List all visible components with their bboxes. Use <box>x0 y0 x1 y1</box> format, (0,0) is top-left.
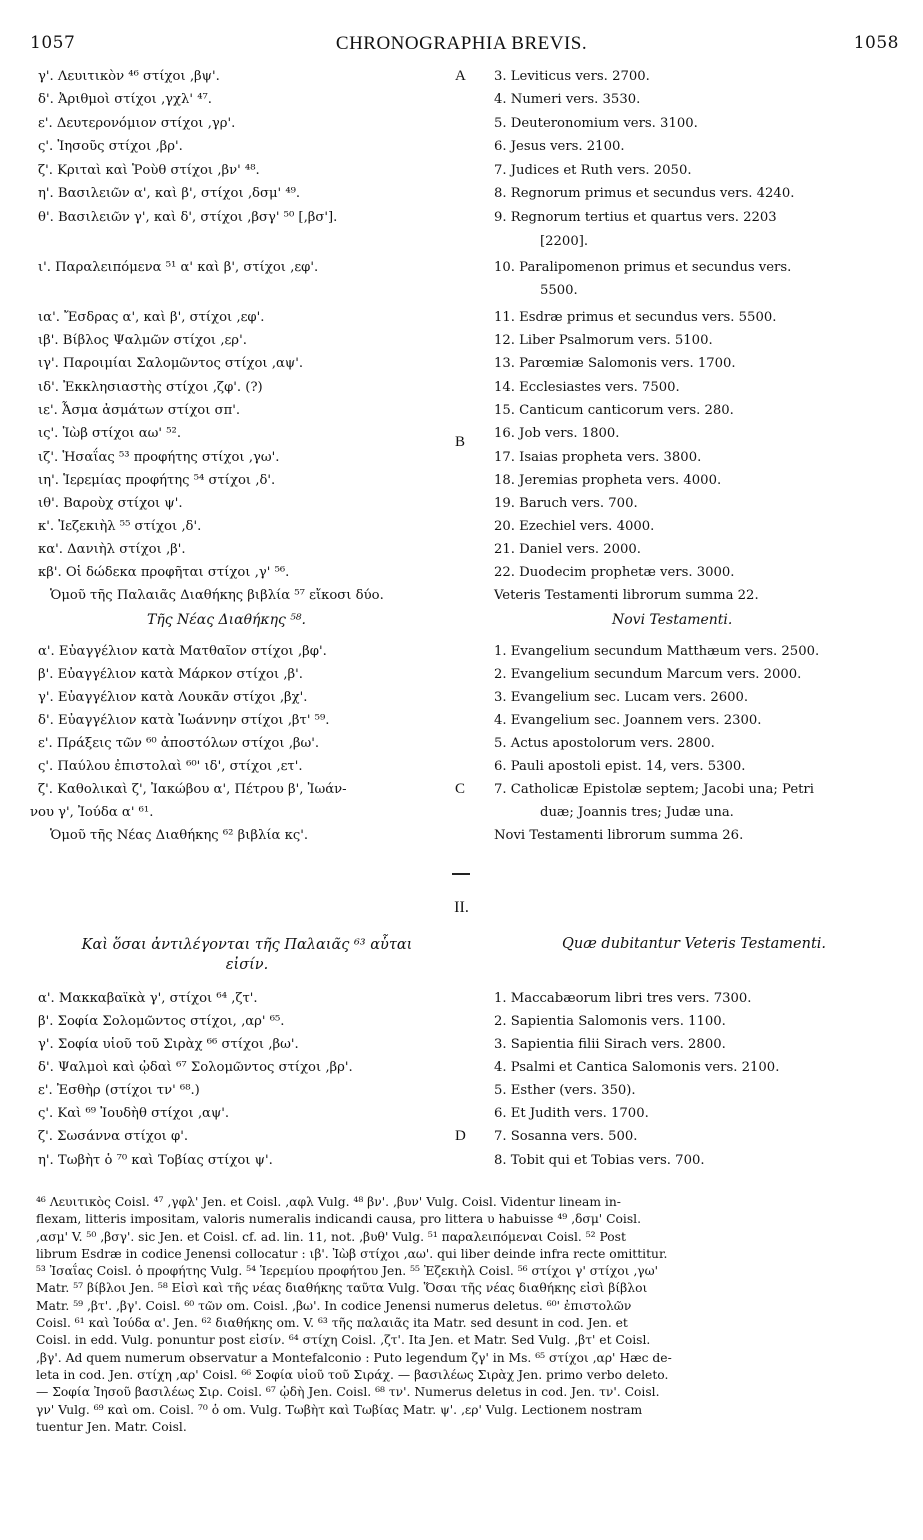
ot-greek-line: η'. Βασιλειῶν α', καὶ β', στίχοι ‚δσμ' ⁴⁹. <box>38 186 301 201</box>
footnote-line: Coisl. ⁶¹ καὶ Ἰούδα α'. Jen. ⁶² διαθήκης om. V. ⁶³ τῆς παλαιᾶς ita Matr. sed desunt in cod. Jen. et <box>36 1316 628 1331</box>
running-title: CHRONOGRAPHIA BREVIS. <box>335 33 588 54</box>
ot-greek-line: κ'. Ἰεζεκιὴλ ⁵⁵ στίχοι ‚δ'. <box>38 519 202 534</box>
ot-greek-line: κβ'. Οἱ δώδεκα προφῆται στίχοι ‚γ' ⁵⁶. <box>38 565 290 580</box>
ot-latin-summary: Veteris Testamenti librorum summa 22. <box>494 588 759 603</box>
ot-latin-line: 5500. <box>540 283 578 298</box>
footnote-line: librum Esdræ in codice Jenensi collocatur : ιβ'. Ἰὼβ στίχοι ‚αω'. qui liber deinde infra recte omittitur. <box>36 1246 668 1261</box>
nt-latin-line: 1. Evangelium secundum Matthæum vers. 2500. <box>494 644 820 659</box>
footnote-line: — Σοφία Ἰησοῦ βασιλέως Σιρ. Coisl. ⁶⁷ ᾠδὴ Jen. Coisl. ⁶⁸ τν'. Numerus deletus in cod. Jen. τν'. Coisl. <box>36 1385 660 1400</box>
footnote-line: ‚βγ'. Ad quem numerum observatur a Montefalconio : Puto legendum ζγ' in Ms. ⁶⁵ στίχοι ‚αρ' Hæc de- <box>36 1350 672 1365</box>
ot-greek-line: ιη'. Ἱερεμίας προφήτης ⁵⁴ στίχοι ‚δ'. <box>38 473 276 488</box>
footnote-line: Coisl. in edd. Vulg. ponuntur post εἰσίν. ⁶⁴ στίχη Coisl. ‚ζτ'. Ita Jen. et Matr. Sed Vulg. ‚βτ' et Coisl. <box>36 1333 651 1348</box>
ot-latin-line: 4. Numeri vers. 3530. <box>494 92 641 107</box>
ot-latin-line: 7. Judices et Ruth vers. 2050. <box>494 163 692 178</box>
ot-greek-line: ς'. Ἰησοῦς στίχοι ‚βρ'. <box>38 139 183 154</box>
ot-latin-line: 22. Duodecim prophetæ vers. 3000. <box>494 565 735 580</box>
ot-latin-line: 14. Ecclesiastes vers. 7500. <box>494 380 680 395</box>
ot-greek-line: κα'. Δανιὴλ στίχοι ‚β'. <box>38 542 186 557</box>
ot-latin-line: 18. Jeremias propheta vers. 4000. <box>494 473 722 488</box>
footnote-line: ⁴⁶ Λευιτικὸς Coisl. ⁴⁷ ‚γφλ' Jen. et Coisl. ‚αφλ Vulg. ⁴⁸ βν'. ‚βυν' Vulg. Coisl. Videntur lineam in- <box>36 1195 621 1209</box>
margin-mark-b: B <box>455 434 466 450</box>
ot-greek-line: ις'. Ἰὼβ στίχοι αω' ⁵². <box>38 426 182 441</box>
nt-greek-line: δ'. Εὐαγγέλιον κατὰ Ἰωάννην στίχοι ‚βτ' ⁵⁹. <box>38 713 330 728</box>
section-number: II. <box>454 899 469 916</box>
apocrypha-greek-line: δ'. Ψαλμοὶ καὶ ᾠδαὶ ⁶⁷ Σολομῶντος στίχοι ‚βρ'. <box>38 1060 353 1075</box>
apocrypha-heading-latin: Quæ dubitantur Veteris Testamenti. <box>561 936 827 952</box>
apocrypha-greek-line: β'. Σοφία Σολομῶντος στίχοι, ‚αρ' ⁶⁵. <box>38 1014 285 1029</box>
footnote-line: tuentur Jen. Matr. Coisl. <box>36 1419 187 1434</box>
footnote-line: ⁵³ Ἰσαΐας Coisl. ὁ προφήτης Vulg. ⁵⁴ Ἱερεμίου προφήτου Jen. ⁵⁵ Ἐζεκιὴλ Coisl. ⁵⁶ στίχοι γ' στίχοι ‚γω' <box>36 1264 659 1279</box>
ot-greek-line: ια'. Ἔσδρας α', καὶ β', στίχοι ‚εφ'. <box>38 310 265 325</box>
nt-latin-line: 4. Evangelium sec. Joannem vers. 2300. <box>494 713 762 728</box>
apocrypha-greek-line: γ'. Σοφία υἱοῦ τοῦ Σιρὰχ ⁶⁶ στίχοι ‚βω'. <box>38 1037 299 1052</box>
ot-greek-line: ιδ'. Ἐκκλησιαστὴς στίχοι ‚ζφ'. (?) <box>38 380 263 395</box>
apocrypha-greek-line: ε'. Ἐσθὴρ (στίχοι τν' ⁶⁸.) <box>38 1083 200 1098</box>
footnote-line: Matr. ⁵⁷ βίβλοι Jen. ⁵⁸ Εἰσὶ καὶ τῆς νέας διαθήκης ταῦτα Vulg. Ὅσαι τῆς νέας διαθήκης εἰσὶ βίβλοι <box>36 1281 648 1296</box>
right-page-number: 1058 <box>853 33 899 53</box>
apocrypha-latin-line: 7. Sosanna vers. 500. <box>494 1129 638 1144</box>
ot-greek-line: ιε'. Ἆσμα ἀσμάτων στίχοι σπ'. <box>38 403 241 418</box>
apocrypha-heading-greek-line-1: Καὶ ὅσαι ἀντιλέγονται τῆς Παλαιᾶς ⁶³ αὗται <box>81 937 413 953</box>
ot-latin-line: 17. Isaias propheta vers. 3800. <box>494 450 702 465</box>
apocrypha-latin-line: 1. Maccabæorum libri tres vers. 7300. <box>494 991 752 1006</box>
ot-latin-line: [2200]. <box>540 234 589 249</box>
nt-greek-line: β'. Εὐαγγέλιον κατὰ Μάρκον στίχοι ‚β'. <box>38 667 303 682</box>
apocrypha-latin-line: 2. Sapientia Salomonis vers. 1100. <box>494 1014 726 1029</box>
nt-greek-line: α'. Εὐαγγέλιον κατὰ Ματθαῖον στίχοι ‚βφ'. <box>38 644 327 659</box>
nt-greek-line: νου γ', Ἰούδα α' ⁶¹. <box>30 805 154 820</box>
ot-greek-line: ιζ'. Ἡσαΐας ⁵³ προφήτης στίχοι ‚γω'. <box>38 450 280 465</box>
ot-latin-line: 21. Daniel vers. 2000. <box>494 542 641 557</box>
nt-greek-line: ζ'. Καθολικαὶ ζ', Ἰακώβου α', Πέτρου β', Ἰωάν- <box>38 782 347 797</box>
ot-greek-line: ιγ'. Παροιμίαι Σαλομῶντος στίχοι ‚αψ'. <box>38 356 304 371</box>
ot-greek-line: γ'. Λευιτικὸν ⁴⁶ στίχοι ‚βψ'. <box>38 69 220 84</box>
apocrypha-latin-line: 4. Psalmi et Cantica Salomonis vers. 2100. <box>494 1060 780 1075</box>
nt-latin-line: duæ; Joannis tres; Judæ una. <box>540 805 734 820</box>
nt-latin-line: 2. Evangelium secundum Marcum vers. 2000. <box>494 667 802 682</box>
nt-heading-latin: Novi Testamenti. <box>612 612 733 628</box>
ot-greek-line: ε'. Δευτερονόμιον στίχοι ‚γρ'. <box>38 116 236 131</box>
apocrypha-greek-line: α'. Μακκαβαϊκὰ γ', στίχοι ⁶⁴ ‚ζτ'. <box>38 991 258 1006</box>
footnote-line: ‚ασμ' V. ⁵⁰ ‚βσγ'. sic Jen. et Coisl. cf. ad. lin. 11, not. ‚βυθ' Vulg. ⁵¹ παραλειπόμεναι Coisl. ⁵² Post <box>36 1229 626 1244</box>
nt-greek-line: γ'. Εὐαγγέλιον κατὰ Λουκᾶν στίχοι ‚βχ'. <box>38 690 308 705</box>
ot-latin-line: 13. Parœmiæ Salomonis vers. 1700. <box>494 356 736 371</box>
apocrypha-latin-line: 6. Et Judith vers. 1700. <box>494 1106 649 1121</box>
footnote-line: flexam, litteris impositam, valoris numeralis indicandi causa, pro littera υ habuisse ⁴⁹ ‚δσμ' Coisl. <box>36 1212 641 1227</box>
ot-latin-line: 16. Job vers. 1800. <box>494 426 620 441</box>
apocrypha-greek-line: ς'. Καὶ ⁶⁹ Ἰουδὴθ στίχοι ‚αψ'. <box>38 1106 230 1121</box>
nt-greek-line: ε'. Πράξεις τῶν ⁶⁰ ἀποστόλων στίχοι ‚βω'. <box>38 736 320 751</box>
ot-latin-line: 10. Paralipomenon primus et secundus vers. <box>494 260 792 275</box>
nt-latin-line: 7. Catholicæ Epistolæ septem; Jacobi una; Petri <box>494 782 814 797</box>
nt-latin-line: 6. Pauli apostoli epist. 14, vers. 5300. <box>494 759 746 774</box>
nt-latin-line: 3. Evangelium sec. Lucam vers. 2600. <box>494 690 749 705</box>
nt-latin-line: 5. Actus apostolorum vers. 2800. <box>494 736 715 751</box>
ot-greek-summary: Ὁμοῦ τῆς Παλαιᾶς Διαθήκης βιβλία ⁵⁷ εἴκοσι δύο. <box>50 588 384 603</box>
left-page-number: 1057 <box>30 33 76 53</box>
ot-latin-line: 11. Esdræ primus et secundus vers. 5500. <box>494 310 777 325</box>
footnote-line: leta in cod. Jen. στίχη ‚αρ' Coisl. ⁶⁶ Σοφία υἱοῦ τοῦ Σιράχ. — βασιλέως Σιρὰχ Jen. primo verbo deleto. <box>36 1367 669 1382</box>
ot-latin-line: 8. Regnorum primus et secundus vers. 4240. <box>494 186 795 201</box>
margin-mark-d: D <box>455 1128 466 1144</box>
ot-latin-line: 9. Regnorum tertius et quartus vers. 2203 <box>494 210 777 225</box>
ot-greek-line: ι'. Παραλειπόμενα ⁵¹ α' καὶ β', στίχοι ‚εφ'. <box>38 260 319 275</box>
ot-greek-line: ιθ'. Βαροὺχ στίχοι ψ'. <box>38 496 183 511</box>
nt-greek-line: ς'. Παύλου ἐπιστολαὶ ⁶⁰' ιδ', στίχοι ‚ετ'. <box>38 759 303 774</box>
ot-latin-line: 19. Baruch vers. 700. <box>494 496 638 511</box>
apocrypha-heading-greek <box>42 935 452 975</box>
section-divider <box>452 873 470 875</box>
nt-greek-summary: Ὁμοῦ τῆς Νέας Διαθήκης ⁶² βιβλία κς'. <box>50 828 309 843</box>
ot-latin-line: 20. Ezechiel vers. 4000. <box>494 519 655 534</box>
nt-latin-summary: Novi Testamenti librorum summa 26. <box>494 828 744 843</box>
ot-greek-line: θ'. Βασιλειῶν γ', καὶ δ', στίχοι ‚βσγ' ⁵⁰ [‚βσ']. <box>38 210 338 225</box>
ot-latin-line: 15. Canticum canticorum vers. 280. <box>494 403 734 418</box>
apocrypha-heading-greek-line-2: εἰσίν. <box>225 957 269 973</box>
footnote-line: γν' Vulg. ⁶⁹ καὶ om. Coisl. ⁷⁰ ὁ om. Vulg. Τωβὴτ καὶ Τωβίας Matr. ψ'. ‚ερ' Vulg. Lectionem nostram <box>36 1402 643 1417</box>
margin-mark-a: A <box>455 68 466 84</box>
ot-greek-line: ιβ'. Βίβλος Ψαλμῶν στίχοι ‚ερ'. <box>38 333 247 348</box>
margin-mark-c: C <box>455 781 466 797</box>
ot-latin-line: 5. Deuteronomium vers. 3100. <box>494 116 698 131</box>
apocrypha-latin-line: 3. Sapientia filii Sirach vers. 2800. <box>494 1037 726 1052</box>
apocrypha-greek-line: η'. Τωβὴτ ὁ ⁷⁰ καὶ Τοβίας στίχοι ψ'. <box>38 1153 273 1168</box>
ot-latin-line: 3. Leviticus vers. 2700. <box>494 69 650 84</box>
ot-greek-line: δ'. Ἀριθμοὶ στίχοι ‚γχλ' ⁴⁷. <box>38 92 212 107</box>
ot-latin-line: 6. Jesus vers. 2100. <box>494 139 625 154</box>
apocrypha-greek-line: ζ'. Σωσάννα στίχοι φ'. <box>38 1129 189 1144</box>
footnote-line: Matr. ⁵⁹ ‚βτ'. ‚βγ'. Coisl. ⁶⁰ τῶν om. Coisl. ‚βω'. In codice Jenensi numerus deletus. ⁶⁰' ἐπιστολῶν <box>36 1298 632 1313</box>
nt-heading-greek: Τῆς Νέας Διαθήκης ⁵⁸. <box>147 612 306 628</box>
apocrypha-latin-line: 8. Tobit qui et Tobias vers. 700. <box>494 1153 705 1168</box>
apocrypha-latin-line: 5. Esther (vers. 350). <box>494 1083 636 1098</box>
ot-latin-line: 12. Liber Psalmorum vers. 5100. <box>494 333 713 348</box>
ot-greek-line: ζ'. Κριταὶ καὶ Ῥοὺθ στίχοι ‚βν' ⁴⁸. <box>38 163 260 178</box>
footnotes <box>36 1194 896 1436</box>
